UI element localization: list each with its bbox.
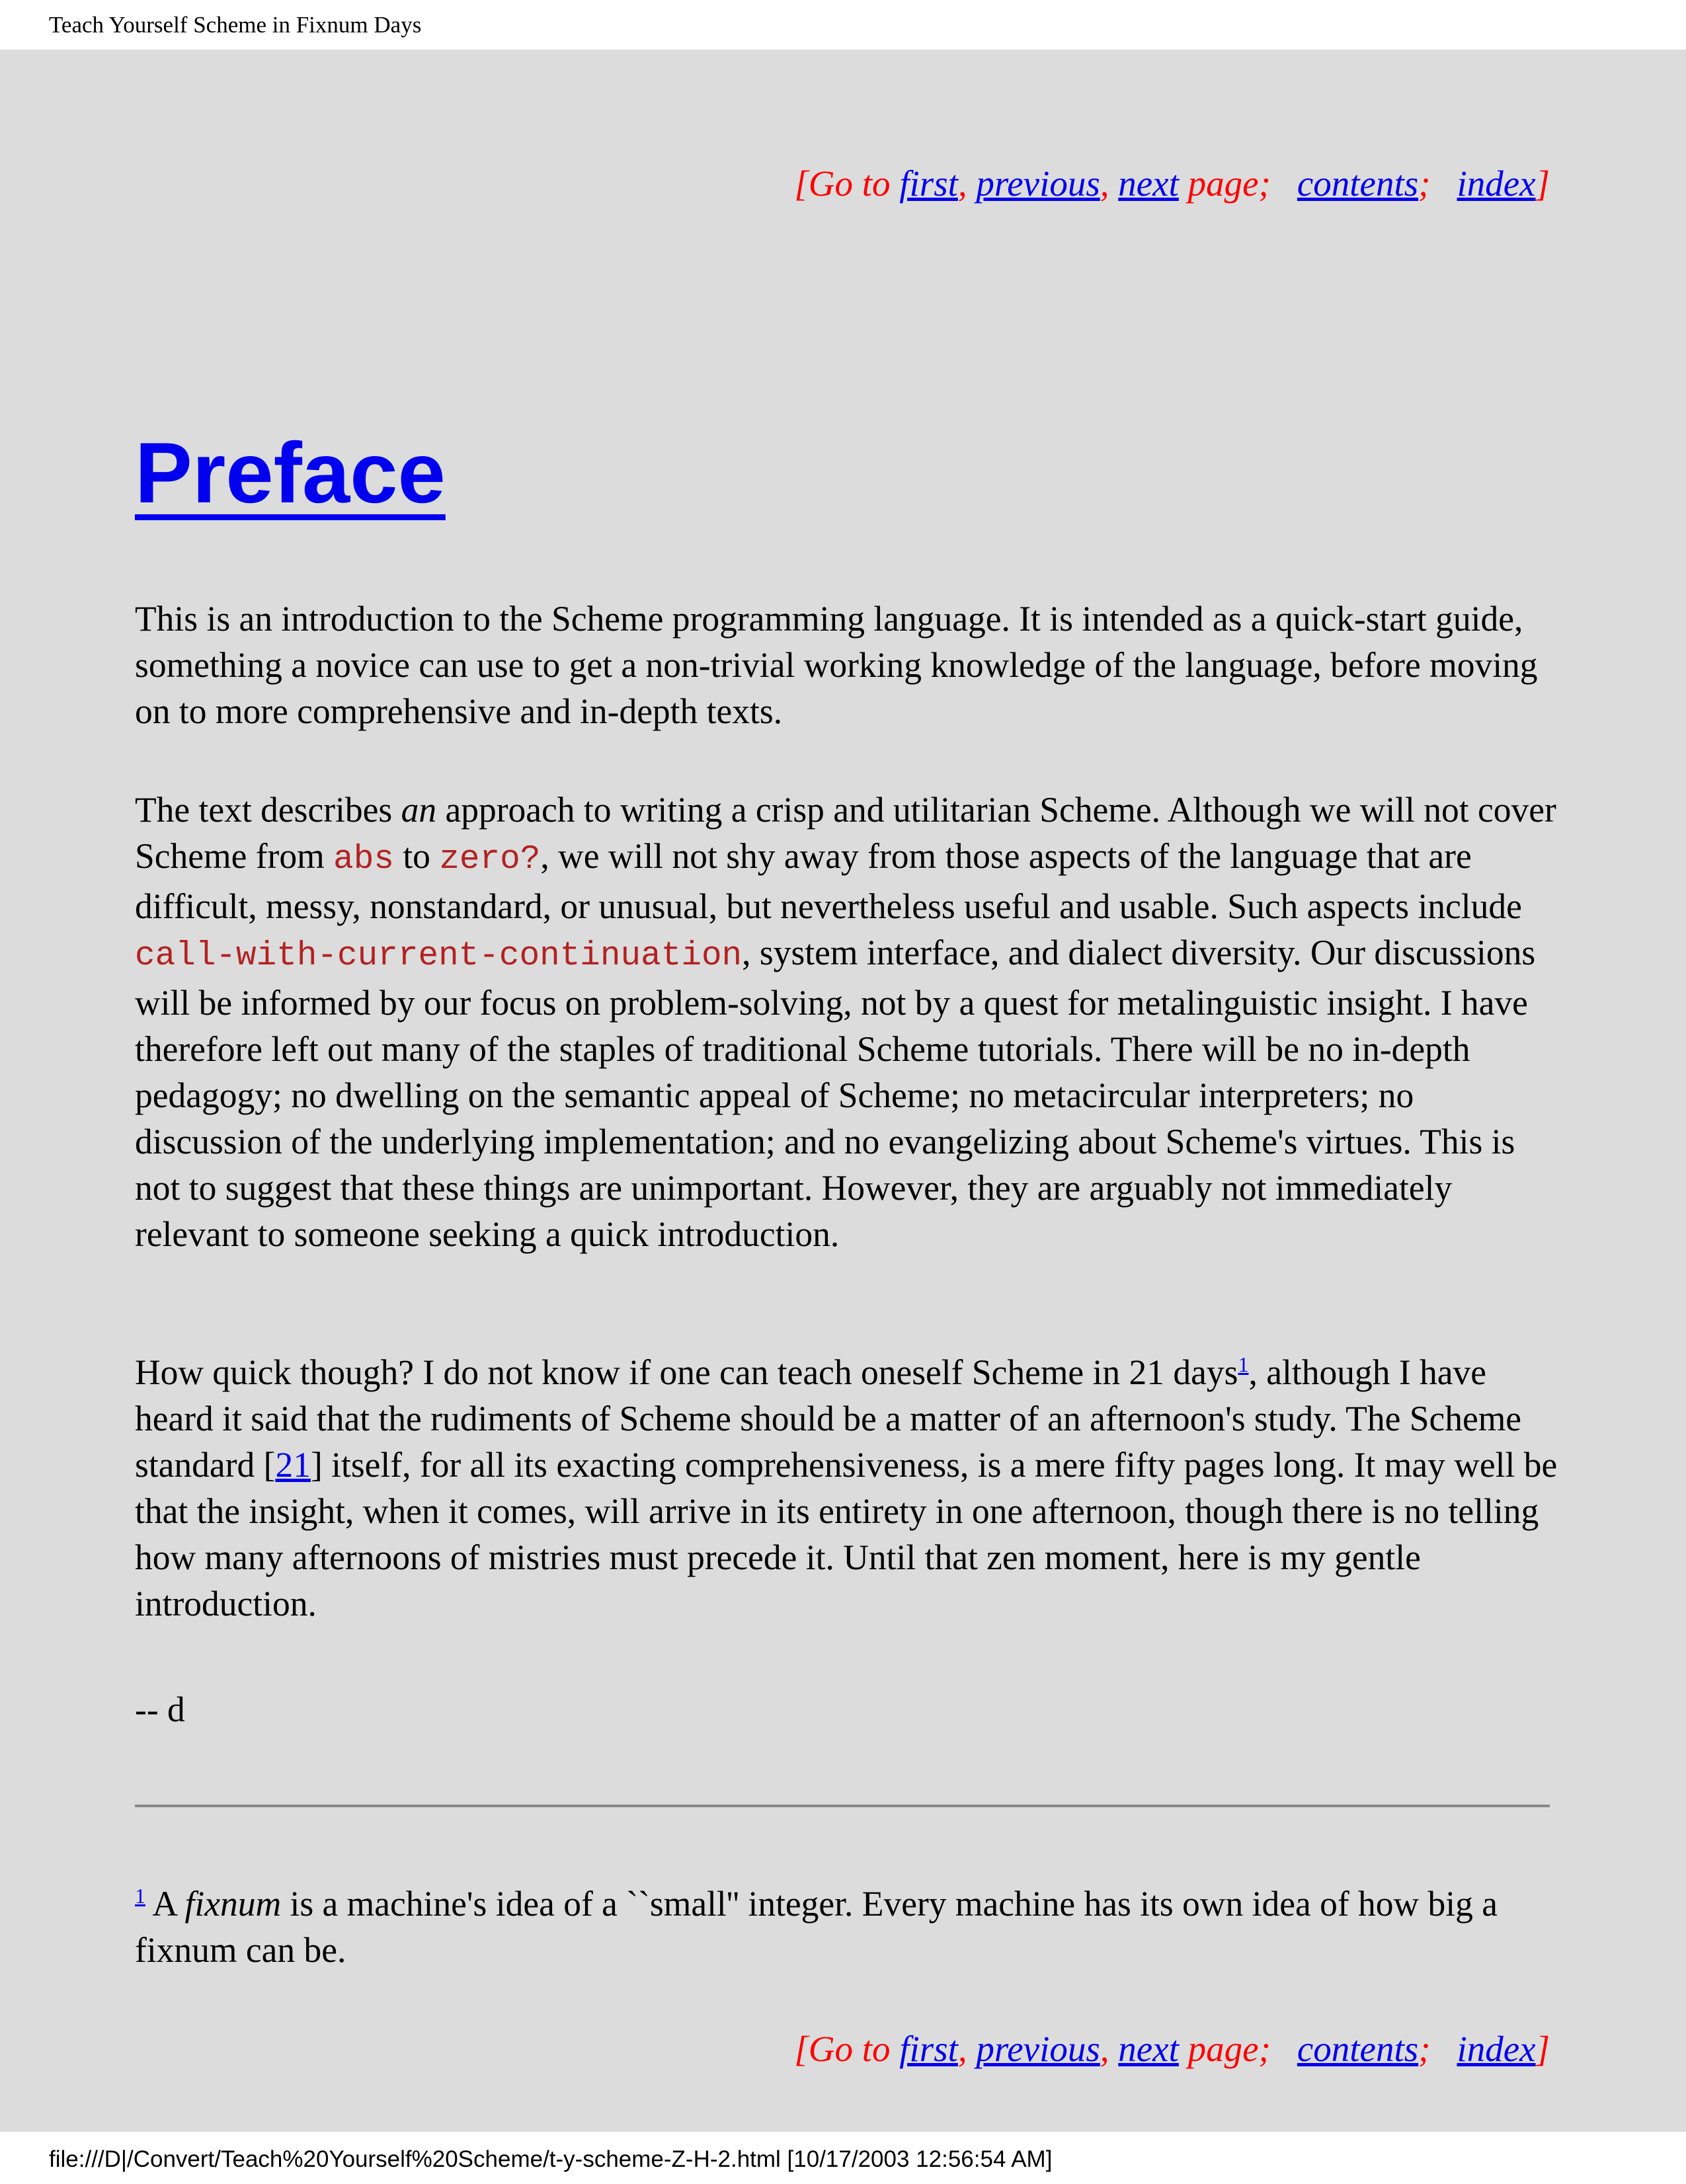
code-zero: zero? xyxy=(439,841,541,878)
nav-previous-link[interactable]: previous xyxy=(976,2029,1100,2069)
nav-contents-link[interactable]: contents xyxy=(1297,2029,1419,2069)
print-header xyxy=(0,0,1686,50)
footnote-divider xyxy=(135,1805,1550,1807)
nav-contents-link[interactable]: contents xyxy=(1297,163,1419,204)
signature: -- d xyxy=(135,1690,185,1729)
footnote: $^1$ A fixnum is a machine's idea of a ``small'' integer. Every machine has its own idea of how big a fixnum can be. xyxy=(135,1884,1498,1970)
nav-first-link[interactable]: first xyxy=(899,2029,958,2069)
nav-index-link[interactable]: index xyxy=(1457,2029,1536,2069)
citation-link[interactable]: 21 xyxy=(275,1445,311,1485)
nav-bar-bottom: [Go to first, previous, next page; contents; index] xyxy=(794,2029,1550,2069)
nav-index-link[interactable]: index xyxy=(1457,163,1536,204)
nav-bar-top: [Go to first, previous, next page; contents; index] xyxy=(794,163,1550,204)
code-call-cc: call-with-current-continuation xyxy=(135,937,743,975)
speed-paragraph: How quick though? I do not know if one can teach oneself Scheme in 21 days$^1$, although I have heard it said that the rudiments of Scheme should be a matter of an afternoon's study. The Scheme standard [21] itself, for all its exacting comprehensiveness, is a mere fifty pages long. It may well be that the insight, when it comes, will arrive in its entirety in one afternoon, though there is no telling how many afternoons of mistries must precede it. Until that zen moment, here is my gentle introduction. xyxy=(135,1352,1558,1623)
footnote-ref-link[interactable]: 1 xyxy=(1238,1352,1249,1377)
page-title[interactable]: Preface xyxy=(135,424,446,521)
intro-paragraph: This is an introduction to the Scheme programming language. It is intended as a quick-start guide, something a novice can use to get a non-trivial working knowledge of the language, before moving on to more comprehensive and in-depth texts. xyxy=(135,599,1538,731)
nav-next-link[interactable]: next xyxy=(1118,2029,1179,2069)
page-body xyxy=(0,50,1686,2132)
approach-paragraph: The text describes an approach to writing a crisp and utilitarian Scheme. Although we will not cover Scheme from abs to zero?, we will not shy away from those aspects of the language that are difficult, messy, nonstandard, or unusual, but nevertheless useful and usable. Such aspects include call-with-current-continuation, system interface, and dialect diversity. Our discussions will be informed by our focus on problem-solving, not by a quest for metalinguistic insight. I have therefore left out many of the staples of traditional Scheme tutorials. There will be no in-depth pedagogy; no dwelling on the semantic appeal of Scheme; no metacircular interpreters; no discussion of the underlying implementation; and no evangelizing about Scheme's virtues. This is not to suggest that these things are unimportant. However, they are arguably not immediately relevant to someone seeking a quick introduction. xyxy=(135,790,1556,1254)
code-abs: abs xyxy=(333,841,394,878)
nav-first-link[interactable]: first xyxy=(899,163,958,204)
nav-previous-link[interactable]: previous xyxy=(976,163,1100,204)
nav-next-link[interactable]: next xyxy=(1118,163,1179,204)
print-footer xyxy=(0,2132,1686,2181)
file-url: file:///D|/Convert/Teach%20Yourself%20Scheme/t-y-scheme-Z-H-2.html [10/17/2003 12:56:54 AM] xyxy=(49,2146,1053,2172)
footnote-back-link[interactable]: 1 xyxy=(135,1884,145,1908)
document-title: Teach Yourself Scheme in Fixnum Days xyxy=(49,12,422,38)
